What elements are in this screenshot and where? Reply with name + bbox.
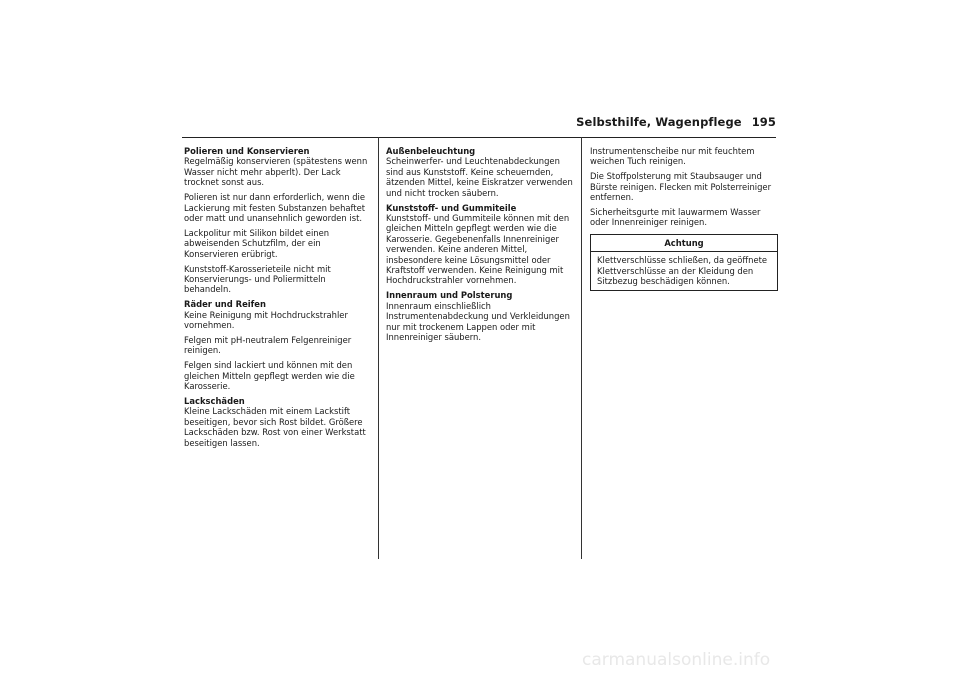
paragraph: Innenraum einschließlich Instrumentenabdeckung und Verkleidungen nur mit trockenem Lappen oder mit Innenreiniger säubern. bbox=[386, 300, 570, 342]
section-heading: Kunststoff- und Gummiteile bbox=[386, 202, 517, 213]
section-heading: Innenraum und Polsterung bbox=[386, 290, 513, 301]
warning-title: Achtung bbox=[591, 235, 777, 252]
section-heading: Außenbeleuchtung bbox=[386, 146, 476, 156]
column-divider-1 bbox=[378, 137, 379, 559]
column-1 bbox=[184, 146, 374, 453]
page-header bbox=[530, 115, 776, 129]
section-heading: Polieren und Konservieren bbox=[184, 146, 310, 156]
column-2 bbox=[386, 146, 576, 347]
paragraph: Kunststoff-Karosserieteile nicht mit Konservierungs- und Poliermitteln behandeln. bbox=[184, 263, 331, 295]
column-divider-2 bbox=[581, 137, 582, 559]
watermark: carmanualsonline.info bbox=[582, 650, 771, 670]
paragraph: Keine Reinigung mit Hochdruckstrahler vornehmen. bbox=[184, 309, 348, 331]
page-number: 195 bbox=[751, 115, 776, 129]
section-heading: Räder und Reifen bbox=[184, 299, 266, 310]
paragraph: Polieren ist nur dann erforderlich, wenn die Lackierung mit festen Substanzen behaftet oder matt und unansehnlich geworden ist. bbox=[184, 192, 366, 223]
paragraph: Kunststoff- und Gummiteile können mit den gleichen Mitteln gepflegt werden wie die Karosserie. Gegebenenfalls Innenreiniger verwenden. Keine anderen Mittel, insbesondere keine Lösungsmittel oder Kraftstoff verwenden. Keine Reinigung mit Hochdruckstrahler vornehmen. bbox=[386, 212, 570, 286]
warning-box bbox=[590, 234, 778, 292]
paragraph: Instrumentenscheibe nur mit feuchtem weichen Tuch reinigen. bbox=[590, 146, 755, 167]
column-3 bbox=[590, 146, 778, 291]
warning-text: Klettverschlüsse schließen, da geöffnete Klettverschlüsse an der Kleidung den Sitzbezug beschädigen können. bbox=[597, 255, 768, 287]
header-title: Selbsthilfe, Wagenpflege bbox=[576, 115, 742, 129]
paragraph: Die Stoffpolsterung mit Staubsauger und Bürste reinigen. Flecken mit Polsterreiniger entfernen. bbox=[590, 171, 772, 203]
paragraph: Regelmäßig konservieren (spätestens wenn Wasser nicht mehr abperlt). Der Lack trocknet sonst aus. bbox=[184, 156, 368, 188]
header-rule bbox=[182, 137, 776, 138]
paragraph: Kleine Lackschäden mit einem Lackstift beseitigen, bevor sich Rost bildet. Größere Lackschäden bzw. Rost von einer Werkstatt beseitigen lassen. bbox=[184, 406, 366, 448]
paragraph: Lackpolitur mit Silikon bildet einen abweisenden Schutzfilm, der ein Konservieren erübrigt. bbox=[184, 227, 330, 259]
paragraph: Felgen sind lackiert und können mit den gleichen Mitteln gepflegt werden wie die Karosserie. bbox=[184, 360, 355, 392]
paragraph: Sicherheitsgurte mit lauwarmem Wasser oder Innenreiniger reinigen. bbox=[590, 207, 761, 228]
paragraph: Felgen mit pH-neutralem Felgenreiniger reinigen. bbox=[184, 335, 352, 356]
section-heading: Lackschäden bbox=[184, 396, 245, 407]
paragraph: Scheinwerfer- und Leuchtenabdeckungen sind aus Kunststoff. Keine scheuernden, ätzenden Mittel, keine Eiskratzer verwenden und nicht trocken säubern. bbox=[386, 156, 573, 198]
